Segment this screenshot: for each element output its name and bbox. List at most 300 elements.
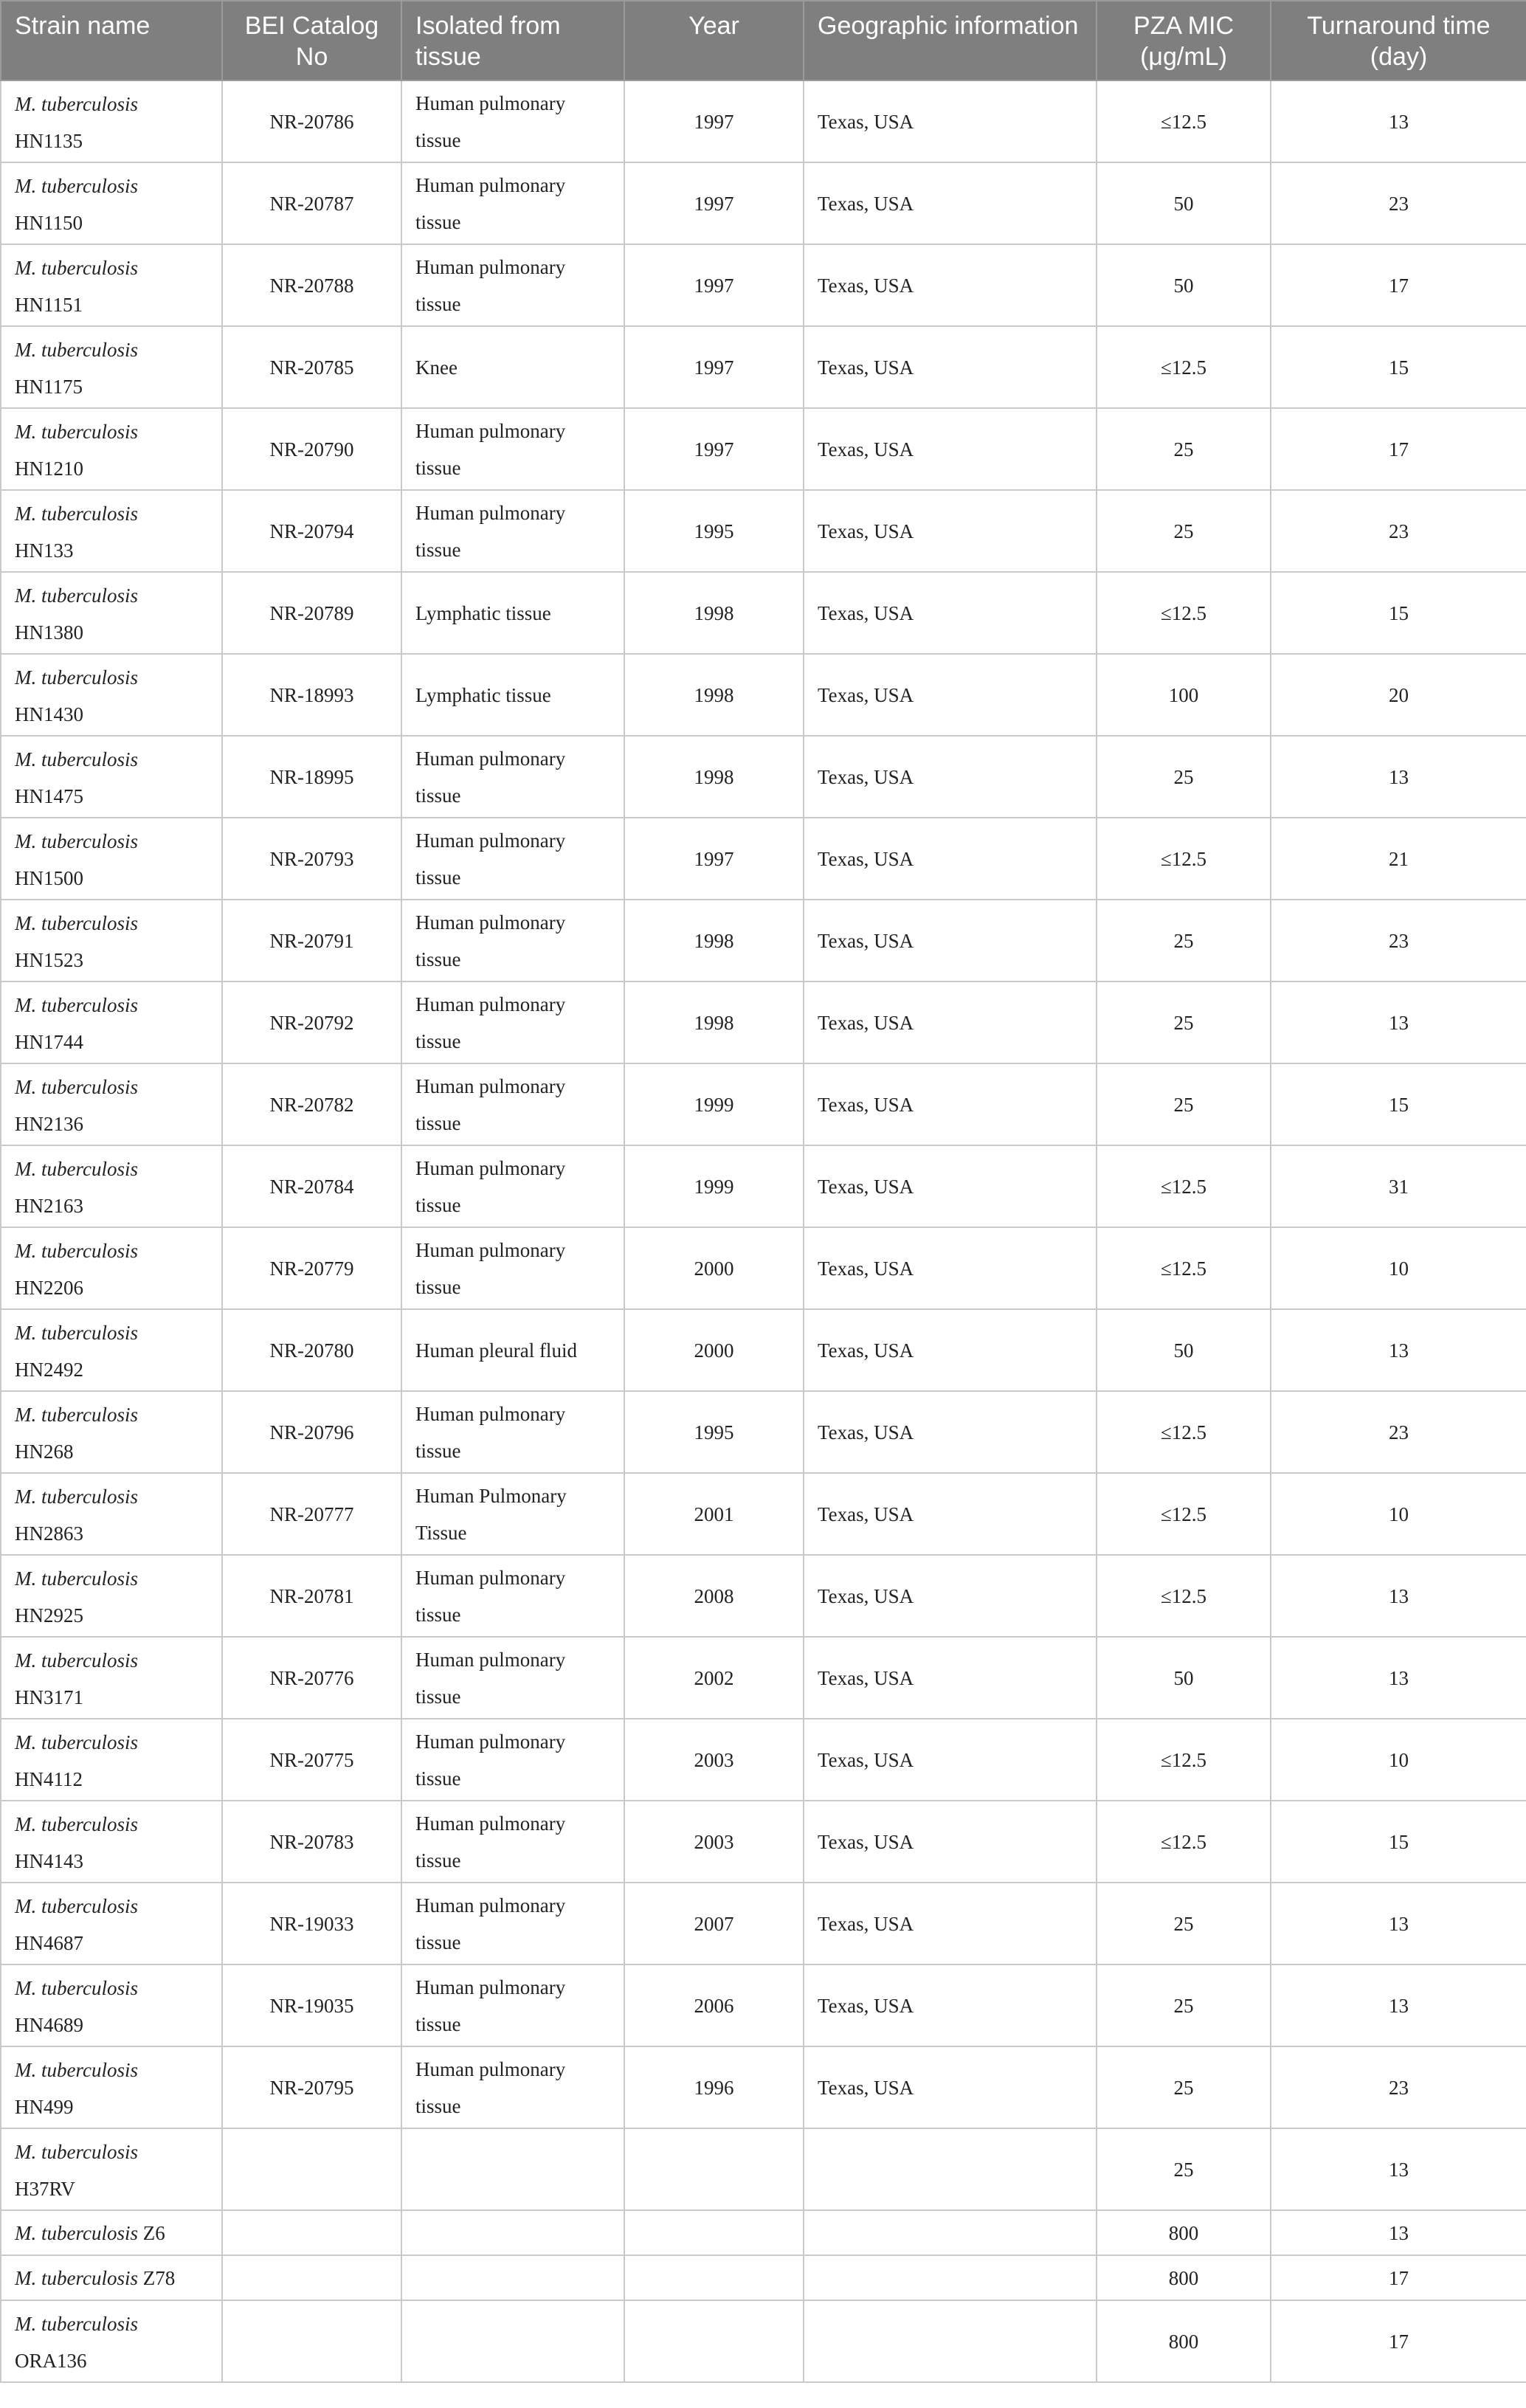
cell-isolated-from: Human pulmonary tissue — [401, 982, 624, 1063]
cell-strain-name — [1, 1063, 222, 1145]
strain-id: HN1210 — [15, 458, 83, 480]
cell-strain-name — [1, 1801, 222, 1883]
cell-bei-catalog: NR-20794 — [222, 490, 401, 572]
cell-pza-mic: ≤12.5 — [1097, 326, 1271, 408]
strain-id: HN4143 — [15, 1850, 83, 1872]
cell-year: 1996 — [624, 2046, 804, 2128]
cell-strain-name — [1, 162, 222, 244]
strain-id: HN2206 — [15, 1277, 83, 1299]
cell-pza-mic: ≤12.5 — [1097, 80, 1271, 162]
cell-bei-catalog: NR-20792 — [222, 982, 401, 1063]
cell-bei-catalog — [222, 2210, 401, 2255]
cell-isolated-from: Human pulmonary tissue — [401, 244, 624, 326]
cell-bei-catalog — [222, 2255, 401, 2300]
cell-strain-name — [1, 2046, 222, 2128]
cell-bei-catalog: NR-20796 — [222, 1391, 401, 1473]
cell-strain-name — [1, 2255, 222, 2300]
table-body — [1, 80, 1526, 2382]
table-row — [1, 736, 1526, 818]
cell-strain-name — [1, 1391, 222, 1473]
cell-isolated-from: Human pulmonary tissue — [401, 818, 624, 900]
cell-geographic: Texas, USA — [804, 982, 1097, 1063]
cell-turnaround: 23 — [1271, 490, 1526, 572]
cell-turnaround: 17 — [1271, 2255, 1526, 2300]
cell-turnaround: 23 — [1271, 900, 1526, 982]
species-name: M. tuberculosis — [15, 503, 138, 525]
cell-bei-catalog — [222, 2300, 401, 2382]
cell-pza-mic: ≤12.5 — [1097, 1473, 1271, 1555]
cell-year — [624, 2128, 804, 2210]
cell-bei-catalog: NR-20790 — [222, 408, 401, 490]
cell-pza-mic: 50 — [1097, 162, 1271, 244]
strain-id: HN1500 — [15, 867, 83, 889]
table-row — [1, 2046, 1526, 2128]
cell-year — [624, 2210, 804, 2255]
cell-isolated-from — [401, 2300, 624, 2382]
cell-bei-catalog: NR-18993 — [222, 654, 401, 736]
strain-id: HN2136 — [15, 1113, 83, 1135]
header-pza-mic: PZA MIC (μg/mL) — [1097, 1, 1271, 80]
strain-id: HN1135 — [15, 130, 83, 152]
cell-bei-catalog: NR-20795 — [222, 2046, 401, 2128]
cell-pza-mic: 50 — [1097, 244, 1271, 326]
cell-turnaround: 10 — [1271, 1719, 1526, 1801]
strain-id: HN1150 — [15, 212, 83, 234]
cell-bei-catalog: NR-20784 — [222, 1145, 401, 1227]
cell-pza-mic: 100 — [1097, 654, 1271, 736]
cell-strain-name — [1, 1637, 222, 1719]
cell-strain-name — [1, 326, 222, 408]
cell-strain-name — [1, 2210, 222, 2255]
table-row — [1, 818, 1526, 900]
species-name: M. tuberculosis — [15, 994, 138, 1016]
cell-geographic — [804, 2210, 1097, 2255]
cell-strain-name — [1, 1227, 222, 1309]
table-row — [1, 1391, 1526, 1473]
cell-year: 2001 — [624, 1473, 804, 1555]
cell-year: 1997 — [624, 818, 804, 900]
cell-year: 1997 — [624, 408, 804, 490]
cell-isolated-from — [401, 2255, 624, 2300]
cell-bei-catalog: NR-20783 — [222, 1801, 401, 1883]
species-name: M. tuberculosis — [15, 830, 138, 852]
cell-pza-mic: ≤12.5 — [1097, 1719, 1271, 1801]
cell-bei-catalog: NR-20791 — [222, 900, 401, 982]
cell-turnaround: 23 — [1271, 2046, 1526, 2128]
cell-strain-name — [1, 244, 222, 326]
cell-turnaround: 13 — [1271, 1637, 1526, 1719]
cell-geographic: Texas, USA — [804, 736, 1097, 818]
cell-pza-mic: 25 — [1097, 2128, 1271, 2210]
strain-id: HN499 — [15, 2096, 74, 2118]
table-row — [1, 1227, 1526, 1309]
cell-geographic: Texas, USA — [804, 900, 1097, 982]
cell-turnaround: 15 — [1271, 1063, 1526, 1145]
strain-id: HN1744 — [15, 1031, 83, 1053]
strain-id: HN1175 — [15, 376, 83, 398]
cell-bei-catalog: NR-19033 — [222, 1883, 401, 1964]
species-name: M. tuberculosis — [15, 1567, 138, 1590]
table-row — [1, 80, 1526, 162]
cell-isolated-from: Human pulmonary tissue — [401, 162, 624, 244]
cell-year: 1998 — [624, 654, 804, 736]
cell-strain-name — [1, 818, 222, 900]
table-row — [1, 572, 1526, 654]
cell-geographic: Texas, USA — [804, 2046, 1097, 2128]
cell-turnaround: 13 — [1271, 736, 1526, 818]
strain-id: HN2492 — [15, 1359, 83, 1381]
cell-isolated-from: Human pulmonary tissue — [401, 1145, 624, 1227]
header-bei-catalog: BEI Catalog No — [222, 1, 401, 80]
species-name: M. tuberculosis — [15, 2313, 138, 2335]
table-row — [1, 654, 1526, 736]
cell-bei-catalog: NR-20779 — [222, 1227, 401, 1309]
cell-bei-catalog: NR-19035 — [222, 1964, 401, 2046]
cell-isolated-from: Lymphatic tissue — [401, 572, 624, 654]
strain-id: HN2163 — [15, 1195, 83, 1217]
species-name: M. tuberculosis — [15, 2221, 138, 2244]
cell-strain-name — [1, 80, 222, 162]
cell-year: 1999 — [624, 1145, 804, 1227]
cell-turnaround: 17 — [1271, 2300, 1526, 2382]
strain-id: HN133 — [15, 539, 74, 562]
cell-isolated-from: Human pulmonary tissue — [401, 1964, 624, 2046]
header-row — [1, 1, 1526, 80]
cell-isolated-from — [401, 2128, 624, 2210]
species-name: M. tuberculosis — [15, 93, 138, 115]
cell-strain-name — [1, 982, 222, 1063]
cell-strain-name — [1, 900, 222, 982]
cell-pza-mic: 25 — [1097, 1883, 1271, 1964]
table-row — [1, 1637, 1526, 1719]
cell-strain-name — [1, 572, 222, 654]
cell-turnaround: 13 — [1271, 2128, 1526, 2210]
cell-year: 1998 — [624, 900, 804, 982]
cell-year: 1995 — [624, 490, 804, 572]
species-name: M. tuberculosis — [15, 912, 138, 934]
cell-geographic: Texas, USA — [804, 244, 1097, 326]
species-name: M. tuberculosis — [15, 1813, 138, 1835]
cell-geographic: Texas, USA — [804, 1473, 1097, 1555]
cell-geographic: Texas, USA — [804, 490, 1097, 572]
cell-bei-catalog: NR-20781 — [222, 1555, 401, 1637]
table-row — [1, 490, 1526, 572]
table-row — [1, 2210, 1526, 2255]
cell-bei-catalog: NR-20786 — [222, 80, 401, 162]
table-row — [1, 1555, 1526, 1637]
cell-turnaround: 13 — [1271, 982, 1526, 1063]
cell-isolated-from: Human Pulmonary Tissue — [401, 1473, 624, 1555]
species-name: M. tuberculosis — [15, 421, 138, 443]
cell-year: 2000 — [624, 1309, 804, 1391]
cell-turnaround: 17 — [1271, 408, 1526, 490]
cell-strain-name — [1, 1473, 222, 1555]
header-turnaround: Turnaround time (day) — [1271, 1, 1526, 80]
cell-year: 1997 — [624, 80, 804, 162]
cell-turnaround: 13 — [1271, 2210, 1526, 2255]
strain-id: HN1475 — [15, 785, 83, 807]
cell-year: 1998 — [624, 572, 804, 654]
cell-pza-mic: 25 — [1097, 736, 1271, 818]
cell-pza-mic: 25 — [1097, 900, 1271, 982]
cell-isolated-from: Human pulmonary tissue — [401, 80, 624, 162]
cell-isolated-from: Human pulmonary tissue — [401, 408, 624, 490]
cell-year: 2002 — [624, 1637, 804, 1719]
species-name: M. tuberculosis — [15, 1322, 138, 1344]
cell-bei-catalog: NR-20789 — [222, 572, 401, 654]
cell-year: 2003 — [624, 1719, 804, 1801]
strain-id: H37RV — [15, 2178, 75, 2200]
header-isolated-from: Isolated from tissue — [401, 1, 624, 80]
cell-turnaround: 13 — [1271, 1555, 1526, 1637]
species-name: M. tuberculosis — [15, 584, 138, 607]
species-name: M. tuberculosis — [15, 1486, 138, 1508]
table-row — [1, 1473, 1526, 1555]
cell-turnaround: 20 — [1271, 654, 1526, 736]
species-name: M. tuberculosis — [15, 257, 138, 279]
cell-geographic: Texas, USA — [804, 162, 1097, 244]
table-row — [1, 162, 1526, 244]
cell-turnaround: 15 — [1271, 572, 1526, 654]
species-name: M. tuberculosis — [15, 1158, 138, 1180]
table-row — [1, 326, 1526, 408]
table-row — [1, 2255, 1526, 2300]
cell-isolated-from: Human pulmonary tissue — [401, 1883, 624, 1964]
cell-isolated-from: Human pulmonary tissue — [401, 1555, 624, 1637]
table-row — [1, 900, 1526, 982]
cell-pza-mic: 25 — [1097, 1964, 1271, 2046]
cell-geographic: Texas, USA — [804, 80, 1097, 162]
cell-isolated-from: Human pulmonary tissue — [401, 1227, 624, 1309]
cell-turnaround: 23 — [1271, 162, 1526, 244]
cell-isolated-from: Human pleural fluid — [401, 1309, 624, 1391]
species-name: M. tuberculosis — [15, 339, 138, 361]
strain-id: HN3171 — [15, 1686, 83, 1708]
cell-strain-name — [1, 408, 222, 490]
cell-strain-name — [1, 2128, 222, 2210]
cell-pza-mic: ≤12.5 — [1097, 572, 1271, 654]
cell-geographic: Texas, USA — [804, 1719, 1097, 1801]
cell-year: 1997 — [624, 162, 804, 244]
table-row — [1, 1719, 1526, 1801]
cell-pza-mic: 800 — [1097, 2255, 1271, 2300]
cell-strain-name — [1, 654, 222, 736]
cell-isolated-from: Human pulmonary tissue — [401, 1063, 624, 1145]
cell-isolated-from: Human pulmonary tissue — [401, 900, 624, 982]
header-strain-name: Strain name — [1, 1, 222, 80]
cell-year: 1998 — [624, 982, 804, 1063]
species-name: M. tuberculosis — [15, 1240, 138, 1262]
cell-year: 1998 — [624, 736, 804, 818]
cell-strain-name — [1, 490, 222, 572]
cell-geographic: Texas, USA — [804, 326, 1097, 408]
cell-strain-name — [1, 1145, 222, 1227]
table-row — [1, 1145, 1526, 1227]
cell-geographic: Texas, USA — [804, 1801, 1097, 1883]
strain-id: HN4687 — [15, 1932, 83, 1954]
cell-pza-mic: 800 — [1097, 2300, 1271, 2382]
cell-bei-catalog — [222, 2128, 401, 2210]
strain-id: HN2925 — [15, 1604, 83, 1626]
cell-turnaround: 15 — [1271, 1801, 1526, 1883]
strain-id: ORA136 — [15, 2350, 87, 2372]
cell-geographic — [804, 2255, 1097, 2300]
cell-strain-name — [1, 2300, 222, 2382]
cell-geographic: Texas, USA — [804, 1391, 1097, 1473]
cell-strain-name — [1, 1309, 222, 1391]
cell-isolated-from: Human pulmonary tissue — [401, 736, 624, 818]
cell-year: 1997 — [624, 244, 804, 326]
cell-turnaround: 13 — [1271, 1309, 1526, 1391]
cell-bei-catalog: NR-20780 — [222, 1309, 401, 1391]
cell-pza-mic: ≤12.5 — [1097, 1145, 1271, 1227]
strain-id: HN1430 — [15, 703, 83, 725]
cell-bei-catalog: NR-20787 — [222, 162, 401, 244]
cell-pza-mic: ≤12.5 — [1097, 1227, 1271, 1309]
cell-year — [624, 2300, 804, 2382]
cell-isolated-from — [401, 2210, 624, 2255]
cell-bei-catalog: NR-20788 — [222, 244, 401, 326]
cell-year: 2008 — [624, 1555, 804, 1637]
strain-id: Z78 — [142, 2266, 176, 2289]
species-name: M. tuberculosis — [15, 1404, 138, 1426]
cell-bei-catalog: NR-20775 — [222, 1719, 401, 1801]
table-row — [1, 1063, 1526, 1145]
cell-pza-mic: 25 — [1097, 408, 1271, 490]
cell-bei-catalog: NR-20785 — [222, 326, 401, 408]
cell-pza-mic: 25 — [1097, 1063, 1271, 1145]
cell-isolated-from: Knee — [401, 326, 624, 408]
table-row — [1, 2300, 1526, 2382]
cell-pza-mic: ≤12.5 — [1097, 1391, 1271, 1473]
cell-strain-name — [1, 736, 222, 818]
strain-id: HN1380 — [15, 621, 83, 644]
cell-pza-mic: 50 — [1097, 1309, 1271, 1391]
cell-geographic — [804, 2128, 1097, 2210]
cell-turnaround: 10 — [1271, 1227, 1526, 1309]
strain-id: Z6 — [142, 2221, 165, 2244]
cell-bei-catalog: NR-20782 — [222, 1063, 401, 1145]
cell-year: 1999 — [624, 1063, 804, 1145]
cell-turnaround: 31 — [1271, 1145, 1526, 1227]
cell-turnaround: 13 — [1271, 1883, 1526, 1964]
species-name: M. tuberculosis — [15, 748, 138, 770]
cell-pza-mic: ≤12.5 — [1097, 1555, 1271, 1637]
cell-geographic: Texas, USA — [804, 408, 1097, 490]
cell-turnaround: 23 — [1271, 1391, 1526, 1473]
cell-pza-mic: 50 — [1097, 1637, 1271, 1719]
species-name: M. tuberculosis — [15, 2059, 138, 2081]
cell-year: 2000 — [624, 1227, 804, 1309]
cell-geographic: Texas, USA — [804, 654, 1097, 736]
strain-id: HN1523 — [15, 949, 83, 971]
species-name: M. tuberculosis — [15, 175, 138, 197]
cell-isolated-from: Human pulmonary tissue — [401, 1391, 624, 1473]
table-row — [1, 1801, 1526, 1883]
table-row — [1, 1964, 1526, 2046]
cell-geographic: Texas, USA — [804, 1227, 1097, 1309]
strain-id: HN4112 — [15, 1768, 83, 1790]
species-name: M. tuberculosis — [15, 2266, 138, 2289]
cell-bei-catalog: NR-20793 — [222, 818, 401, 900]
species-name: M. tuberculosis — [15, 1895, 138, 1917]
species-name: M. tuberculosis — [15, 1649, 138, 1672]
cell-turnaround: 13 — [1271, 80, 1526, 162]
cell-isolated-from: Human pulmonary tissue — [401, 2046, 624, 2128]
species-name: M. tuberculosis — [15, 2141, 138, 2163]
cell-geographic: Texas, USA — [804, 1883, 1097, 1964]
cell-year: 1995 — [624, 1391, 804, 1473]
table-row — [1, 2128, 1526, 2210]
header-year: Year — [624, 1, 804, 80]
cell-year: 1997 — [624, 326, 804, 408]
table-row — [1, 1309, 1526, 1391]
cell-year: 2007 — [624, 1883, 804, 1964]
strain-id: HN4689 — [15, 2014, 83, 2036]
species-name: M. tuberculosis — [15, 1977, 138, 1999]
cell-geographic: Texas, USA — [804, 818, 1097, 900]
cell-geographic: Texas, USA — [804, 1145, 1097, 1227]
cell-pza-mic: 25 — [1097, 490, 1271, 572]
strain-id: HN1151 — [15, 294, 83, 316]
cell-isolated-from: Human pulmonary tissue — [401, 1801, 624, 1883]
species-name: M. tuberculosis — [15, 1731, 138, 1753]
table-row — [1, 1883, 1526, 1964]
cell-strain-name — [1, 1555, 222, 1637]
cell-year: 2003 — [624, 1801, 804, 1883]
cell-pza-mic: 800 — [1097, 2210, 1271, 2255]
cell-pza-mic: 25 — [1097, 2046, 1271, 2128]
cell-geographic: Texas, USA — [804, 1964, 1097, 2046]
cell-pza-mic: 25 — [1097, 982, 1271, 1063]
cell-isolated-from: Human pulmonary tissue — [401, 1637, 624, 1719]
cell-strain-name — [1, 1883, 222, 1964]
cell-isolated-from: Human pulmonary tissue — [401, 490, 624, 572]
cell-pza-mic: ≤12.5 — [1097, 818, 1271, 900]
cell-year: 2006 — [624, 1964, 804, 2046]
cell-geographic — [804, 2300, 1097, 2382]
table-header — [1, 1, 1526, 80]
cell-strain-name — [1, 1719, 222, 1801]
strain-id: HN268 — [15, 1441, 74, 1463]
cell-turnaround: 15 — [1271, 326, 1526, 408]
cell-strain-name — [1, 1964, 222, 2046]
header-geographic: Geographic information — [804, 1, 1097, 80]
cell-geographic: Texas, USA — [804, 1309, 1097, 1391]
cell-isolated-from: Human pulmonary tissue — [401, 1719, 624, 1801]
cell-geographic: Texas, USA — [804, 1555, 1097, 1637]
cell-turnaround: 10 — [1271, 1473, 1526, 1555]
cell-turnaround: 21 — [1271, 818, 1526, 900]
cell-turnaround: 17 — [1271, 244, 1526, 326]
cell-turnaround: 13 — [1271, 1964, 1526, 2046]
strain-id: HN2863 — [15, 1522, 83, 1545]
cell-geographic: Texas, USA — [804, 572, 1097, 654]
cell-bei-catalog: NR-20776 — [222, 1637, 401, 1719]
table-row — [1, 244, 1526, 326]
cell-year — [624, 2255, 804, 2300]
cell-bei-catalog: NR-18995 — [222, 736, 401, 818]
species-name: M. tuberculosis — [15, 1076, 138, 1098]
species-name: M. tuberculosis — [15, 666, 138, 689]
table-row — [1, 982, 1526, 1063]
cell-isolated-from: Lymphatic tissue — [401, 654, 624, 736]
cell-geographic: Texas, USA — [804, 1637, 1097, 1719]
cell-pza-mic: ≤12.5 — [1097, 1801, 1271, 1883]
table-row — [1, 408, 1526, 490]
cell-geographic: Texas, USA — [804, 1063, 1097, 1145]
cell-bei-catalog: NR-20777 — [222, 1473, 401, 1555]
